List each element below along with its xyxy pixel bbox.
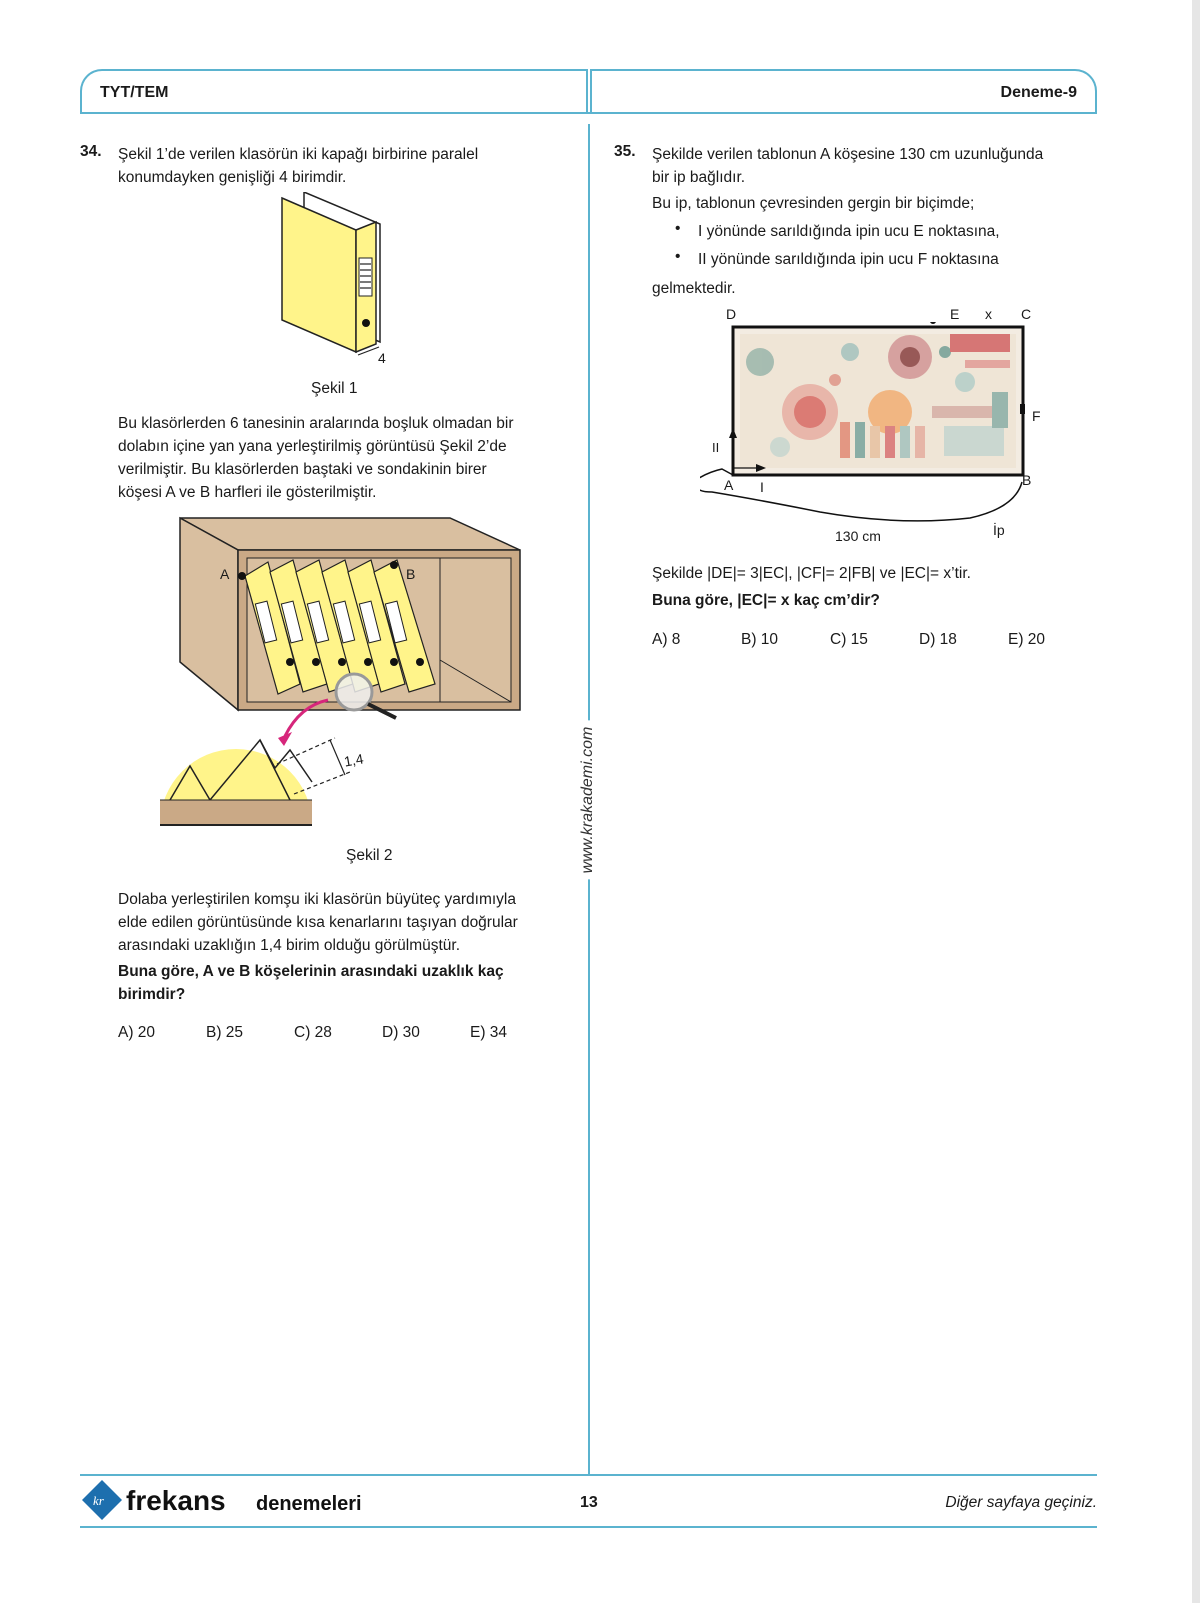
q34-fig2-label-b: B (406, 566, 416, 582)
header-exam-name: Deneme-9 (1000, 84, 1077, 101)
frekans-logo-icon (80, 1478, 370, 1522)
q35-label-d: D (726, 306, 737, 322)
header-underline (80, 112, 1097, 114)
q35-rope-label: İp (993, 522, 1005, 538)
q35-choice-e[interactable]: E) 20 (1008, 631, 1046, 648)
q34-fig1-caption: Şekil 1 (311, 380, 358, 397)
q35-question: Buna göre, |EC|= x kaç cm’dir? (652, 592, 880, 609)
q34-p3-line1: Dolaba yerleştirilen komşu iki klasörün büyüteç yardımıyla (118, 891, 516, 908)
q34-choices (118, 1024, 558, 1042)
logo-word-text: frekans (126, 1485, 226, 1516)
q35-intro-line2: bir ip bağlıdır. (652, 169, 746, 186)
q34-intro-line1: Şekil 1’de verilen klasörün iki kapağı birbirine paralel (118, 146, 479, 163)
q35-choice-d[interactable]: D) 18 (919, 631, 957, 648)
q35-label-a: A (724, 477, 734, 493)
q34-p3-line2: elde edilen görüntüsünde kısa kenarlarını taşıyan doğrular (118, 914, 518, 931)
q34-choice-d[interactable]: D) 30 (382, 1024, 420, 1041)
q34-fig1-dimension: 4 (378, 350, 386, 366)
q35-label-c: C (1021, 306, 1032, 322)
logo-mark-text: kr (93, 1493, 104, 1508)
q34-p3-line3: arasındaki uzaklığın 1,4 birim olduğu görülmüştür. (118, 937, 461, 954)
q34-choice-e[interactable]: E) 34 (470, 1024, 508, 1041)
q34-p2-line2: dolabın içine yan yana yerleştirilmiş görüntüsü Şekil 2’de (118, 438, 507, 455)
q35-choice-c[interactable]: C) 15 (830, 631, 868, 648)
q34-question-line2: birimdir? (118, 986, 186, 1003)
page-edge (1192, 0, 1200, 1603)
q34-choice-b[interactable]: B) 25 (206, 1024, 244, 1041)
q35-label-ii: II (712, 440, 720, 455)
q35-choices (652, 631, 1097, 649)
watermark-text: www.krakademi.com (579, 721, 597, 880)
q34-fig2-dimension: 1,4 (342, 750, 365, 770)
q35-p3: gelmektedir. (652, 280, 736, 297)
q35-label-f: F (1032, 408, 1041, 424)
q35-p2: Bu ip, tablonun çevresinden gergin bir biçimde; (652, 195, 975, 212)
q34-p2-line3: verilmiştir. Bu klasörlerden baştaki ve sondakinin birer (118, 461, 487, 478)
next-page-note: Diğer sayfaya geçiniz. (945, 1494, 1097, 1511)
footer-logo (80, 1478, 370, 1527)
q34-p2-line1: Bu klasörlerden 6 tanesinin aralarında boşluk olmadan bir (118, 415, 514, 432)
page-number: 13 (580, 1494, 598, 1511)
q35-label-i: I (760, 479, 764, 495)
q35-bullet2-dot: • (675, 248, 681, 265)
q34-intro-line2: konumdayken genişliği 4 birimdir. (118, 169, 347, 186)
q34-question-line1: Buna göre, A ve B köşelerinin arasındaki uzaklık kaç (118, 963, 504, 980)
footer-top-line (80, 1474, 1097, 1476)
q34-choice-a[interactable]: A) 20 (118, 1024, 156, 1041)
q34-fig2-caption: Şekil 2 (346, 847, 393, 864)
q34-number: 34. (80, 143, 102, 160)
q34-p2-line4: köşesi A ve B harfleri ile gösterilmiştir. (118, 484, 377, 501)
q35-label-e: E (950, 306, 960, 322)
q35-relation: Şekilde |DE|= 3|EC|, |CF|= 2|FB| ve |EC|= x’tir. (652, 565, 971, 582)
q34-choice-c[interactable]: C) 28 (294, 1024, 332, 1041)
q35-bullet1-dot: • (675, 220, 681, 237)
q35-rope-length: 130 cm (835, 528, 881, 544)
q35-bullet1: I yönünde sarıldığında ipin ucu E noktasına, (698, 223, 1000, 240)
logo-sub-text: denemeleri (256, 1493, 362, 1515)
q35-label-x: x (985, 306, 992, 322)
q35-choice-b[interactable]: B) 10 (741, 631, 779, 648)
q35-figure-painting (700, 322, 1050, 540)
q34-figure2-cabinet (150, 510, 530, 850)
q35-label-b: B (1022, 472, 1032, 488)
q35-number: 35. (614, 143, 636, 160)
q35-intro-line1: Şekilde verilen tablonun A köşesine 130 cm uzunluğunda (652, 146, 1044, 163)
q35-bullet2: II yönünde sarıldığında ipin ucu F noktasına (698, 251, 999, 268)
header-exam-type: TYT/TEM (100, 84, 169, 101)
q35-choice-a[interactable]: A) 8 (652, 631, 681, 648)
q34-figure1-binder (280, 192, 410, 372)
q34-fig2-label-a: A (220, 566, 230, 582)
